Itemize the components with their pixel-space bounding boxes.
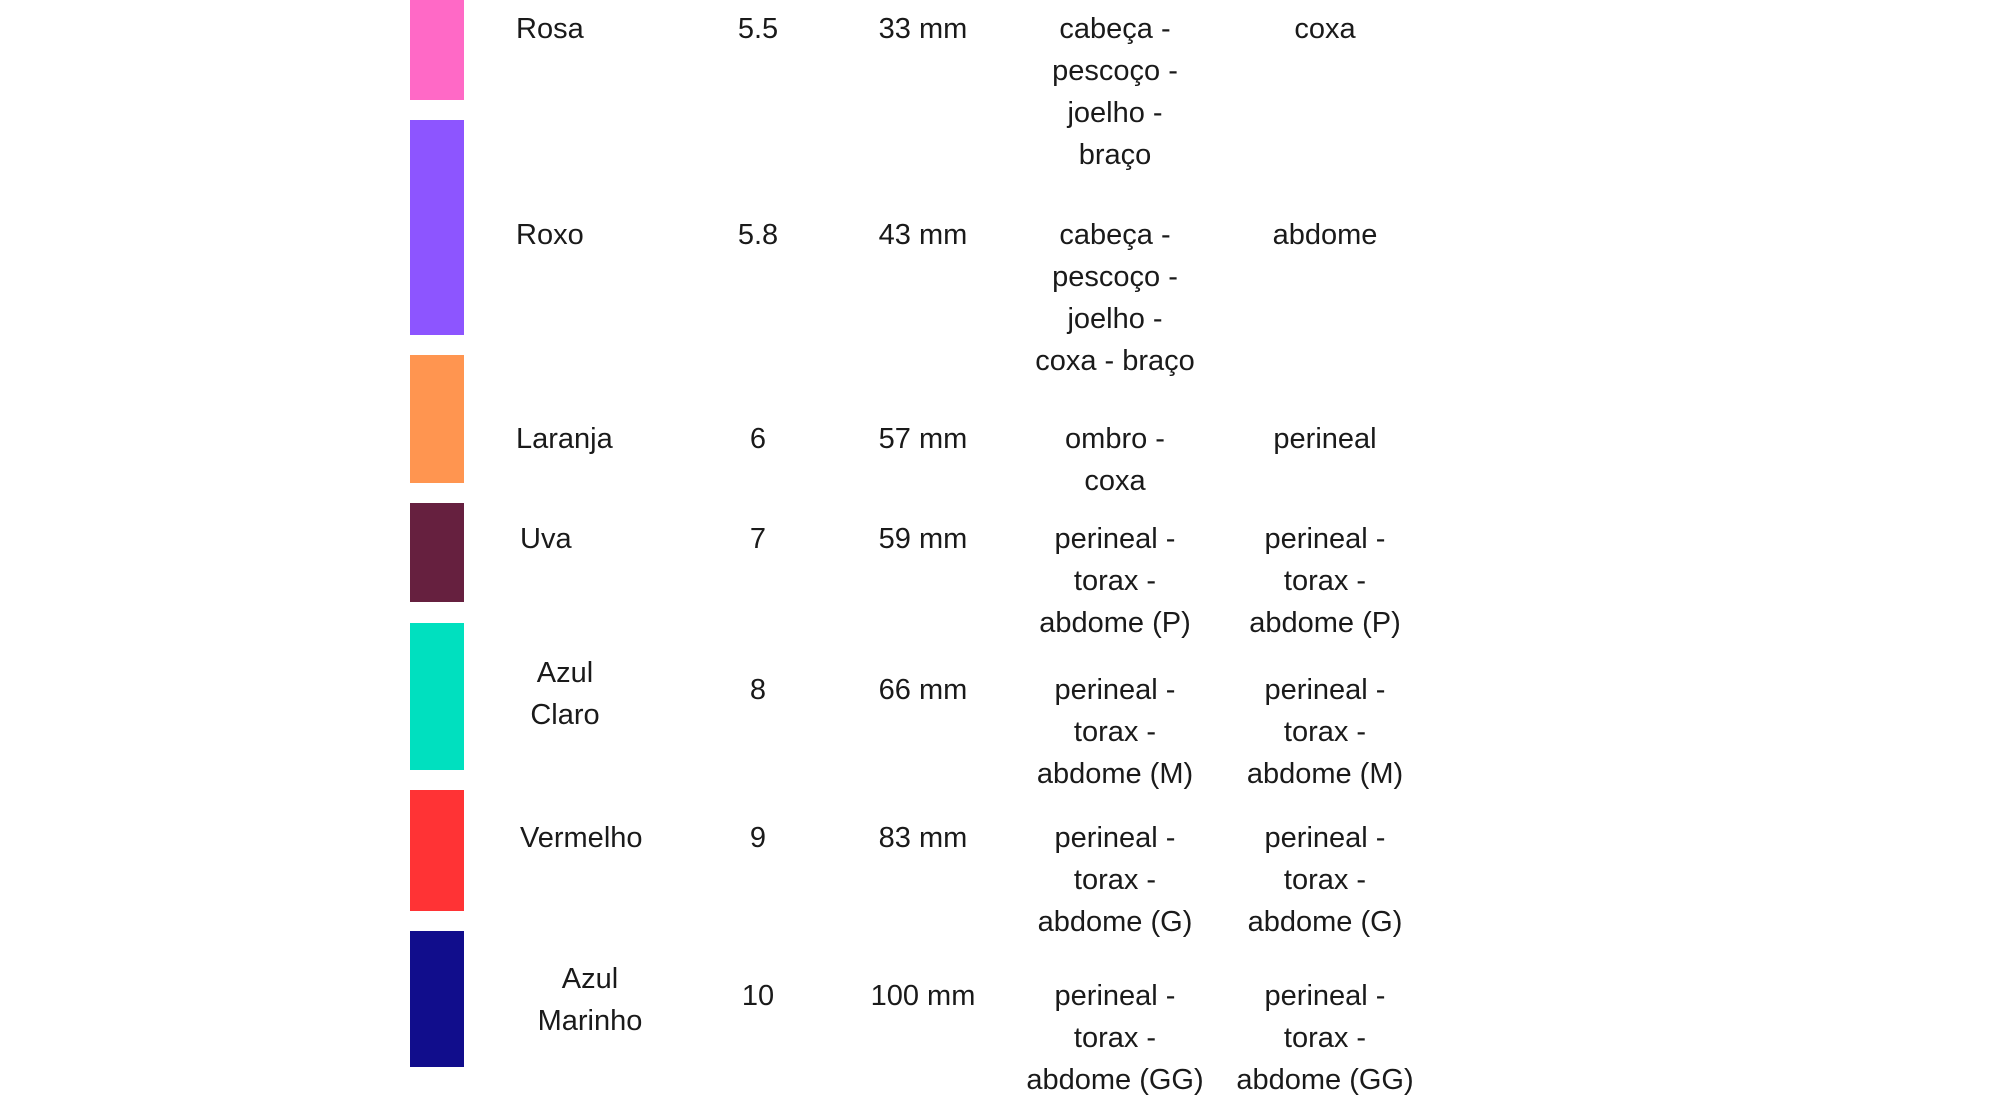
location-secondary: coxa — [1294, 13, 1356, 45]
location-primary: perineal - torax - abdome (P) — [1039, 523, 1191, 639]
color-name: Vermelho — [520, 822, 643, 854]
location-secondary: perineal — [1273, 423, 1377, 455]
location-secondary: perineal - torax - abdome (M) — [1246, 674, 1404, 790]
location-primary: perineal - torax - abdome (G) — [1037, 822, 1193, 938]
color-swatch — [410, 0, 464, 100]
size-mm: 100 mm — [870, 980, 976, 1012]
color-name: Laranja — [516, 423, 613, 455]
size-number: 8 — [749, 674, 767, 706]
size-number: 7 — [749, 523, 767, 555]
color-name: Rosa — [516, 13, 584, 45]
size-mm: 83 mm — [878, 822, 968, 854]
location-primary: perineal - torax - abdome (GG) — [1026, 980, 1204, 1096]
color-name: Azul Marinho — [537, 963, 643, 1037]
location-secondary: perineal - torax - abdome (GG) — [1236, 980, 1414, 1096]
color-name: Roxo — [516, 219, 584, 251]
color-swatch — [410, 120, 464, 335]
location-primary: cabeça - pescoço - joelho - braço — [1052, 13, 1178, 171]
size-mm: 43 mm — [878, 219, 968, 251]
location-secondary: perineal - torax - abdome (G) — [1247, 822, 1403, 938]
location-secondary: perineal - torax - abdome (P) — [1249, 523, 1401, 639]
size-mm: 66 mm — [878, 674, 968, 706]
size-number: 10 — [741, 980, 775, 1012]
size-mm: 33 mm — [878, 13, 968, 45]
color-swatch — [410, 790, 464, 911]
size-number: 6 — [749, 423, 767, 455]
color-swatch — [410, 623, 464, 770]
location-primary: ombro - coxa — [1065, 423, 1165, 497]
size-number: 5.5 — [737, 13, 779, 45]
location-secondary: abdome — [1272, 219, 1378, 251]
size-number: 5.8 — [737, 219, 779, 251]
size-mm: 57 mm — [878, 423, 968, 455]
size-mm: 59 mm — [878, 523, 968, 555]
color-swatch — [410, 503, 464, 602]
location-primary: perineal - torax - abdome (M) — [1036, 674, 1194, 790]
location-primary: cabeça - pescoço - joelho - coxa - braço — [1035, 219, 1195, 377]
color-swatch — [410, 355, 464, 483]
color-name: Uva — [520, 523, 572, 555]
size-number: 9 — [749, 822, 767, 854]
color-name: Azul Claro — [530, 657, 600, 731]
color-swatch — [410, 931, 464, 1067]
